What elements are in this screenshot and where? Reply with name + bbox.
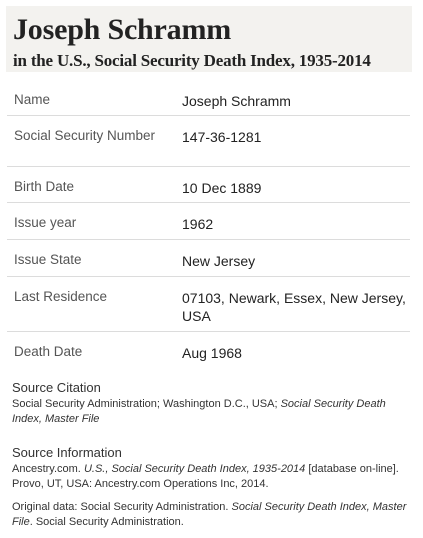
- table-row-last-residence: [7, 277, 410, 332]
- table-row-issue-state: [7, 240, 410, 277]
- table-row-ssn: [7, 116, 410, 167]
- field-label: Name: [14, 92, 51, 107]
- collection-subtitle: in the U.S., Social Security Death Index, 1935-2014: [13, 51, 371, 70]
- record-header: [6, 6, 412, 72]
- field-label: Issue State: [14, 252, 82, 267]
- source-citation: [12, 380, 412, 427]
- table-row-name: [7, 80, 410, 116]
- field-label: Social Security Number: [14, 128, 156, 143]
- table-row-issue-year: [7, 203, 410, 240]
- page-title: Joseph Schramm: [13, 13, 232, 46]
- field-value: 147-36-1281: [182, 129, 262, 145]
- field-value: Aug 1968: [182, 345, 242, 361]
- source-information: [12, 445, 412, 530]
- source-information-line1: Ancestry.com. U.S., Social Security Death Index, 1935-2014 [database on-line]. Provo, UT, USA: Ancestry.com Operations Inc, 2014.: [12, 463, 399, 490]
- field-value: 1962: [182, 216, 214, 232]
- source-citation-text: Social Security Administration; Washington D.C., USA; Social Security Death Index, Master File: [12, 398, 386, 425]
- table-row-birth-date: [7, 167, 410, 203]
- field-value: New Jersey: [182, 253, 256, 269]
- table-row-death-date: [7, 332, 410, 367]
- field-value: 10 Dec 1889: [182, 180, 262, 196]
- field-label: Birth Date: [14, 179, 75, 194]
- source-citation-heading: Source Citation: [12, 380, 101, 395]
- source-information-heading: Source Information: [12, 445, 122, 460]
- record-table: [7, 80, 410, 367]
- field-label: Death Date: [14, 344, 83, 359]
- field-value: 07103, Newark, Essex, New Jersey, USA: [182, 290, 406, 324]
- field-label: Issue year: [14, 215, 77, 230]
- field-label: Last Residence: [14, 289, 108, 304]
- field-value: Joseph Schramm: [182, 93, 291, 109]
- source-information-line2: Original data: Social Security Administration. Social Security Death Index, Master File. Social Security Administration.: [12, 501, 407, 528]
